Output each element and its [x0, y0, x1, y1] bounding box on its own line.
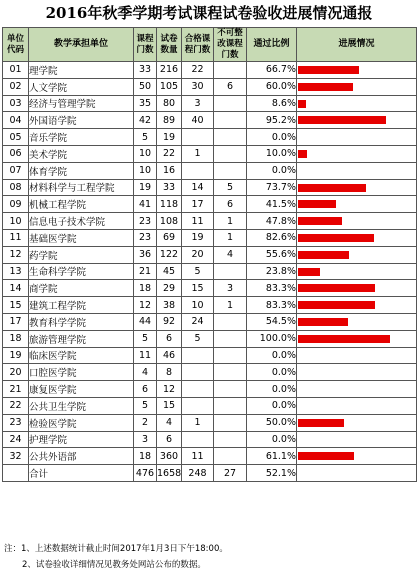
rectify-cell [214, 448, 247, 465]
ratio-cell: 61.1% [247, 448, 297, 465]
rectify-cell [214, 431, 247, 448]
unit-name-cell: 公共卫生学院 [29, 397, 134, 414]
unit-code-cell: 15 [3, 297, 29, 314]
progress-cell [297, 414, 417, 431]
courses-cell: 36 [134, 246, 157, 263]
rectify-cell [214, 347, 247, 364]
table-row [3, 196, 417, 213]
progress-cell [297, 62, 417, 79]
courses-cell: 18 [134, 280, 157, 297]
courses-cell: 12 [134, 297, 157, 314]
progress-bar [298, 200, 336, 208]
progress-cell [297, 179, 417, 196]
papers-cell: 12 [157, 381, 182, 398]
unit-name-cell: 临床医学院 [29, 347, 134, 364]
courses-cell: 21 [134, 263, 157, 280]
unit-code-cell: 23 [3, 414, 29, 431]
ratio-cell: 0.0% [247, 129, 297, 146]
qualified-cell: 19 [182, 229, 214, 246]
unit-name-cell: 康复医学院 [29, 381, 134, 398]
progress-bar [298, 301, 375, 309]
ratio-cell: 0.0% [247, 431, 297, 448]
qualified-cell: 10 [182, 297, 214, 314]
ratio-cell: 83.3% [247, 280, 297, 297]
papers-cell: 108 [157, 213, 182, 230]
unit-code-cell: 09 [3, 196, 29, 213]
rectify-cell: 6 [214, 78, 247, 95]
progress-bar [298, 116, 386, 124]
ratio-cell: 10.0% [247, 145, 297, 162]
table-row [3, 397, 417, 414]
progress-cell [297, 246, 417, 263]
rectify-cell [214, 381, 247, 398]
unit-name-cell: 口腔医学院 [29, 364, 134, 381]
progress-cell [297, 112, 417, 129]
rectify-cell: 1 [214, 229, 247, 246]
qualified-cell [182, 364, 214, 381]
unit-name-cell: 检验医学院 [29, 414, 134, 431]
progress-cell [297, 431, 417, 448]
papers-cell: 8 [157, 364, 182, 381]
table-row [3, 78, 417, 95]
papers-cell: 118 [157, 196, 182, 213]
courses-cell: 11 [134, 347, 157, 364]
progress-cell [297, 465, 417, 482]
papers-cell: 45 [157, 263, 182, 280]
ratio-cell: 73.7% [247, 179, 297, 196]
progress-cell [297, 330, 417, 347]
papers-cell: 33 [157, 179, 182, 196]
qualified-cell: 11 [182, 448, 214, 465]
unit-name-cell: 理学院 [29, 62, 134, 79]
table-row [3, 213, 417, 230]
progress-bar [298, 284, 375, 292]
papers-cell: 1658 [157, 465, 182, 482]
courses-cell: 5 [134, 397, 157, 414]
table-row [3, 431, 417, 448]
ratio-cell: 47.8% [247, 213, 297, 230]
header-qualified: 合格课程门数 [182, 28, 214, 62]
table-row [3, 246, 417, 263]
progress-bar [298, 150, 307, 158]
table-row [3, 313, 417, 330]
courses-cell: 5 [134, 330, 157, 347]
courses-cell: 19 [134, 179, 157, 196]
courses-cell: 476 [134, 465, 157, 482]
papers-cell: 360 [157, 448, 182, 465]
rectify-cell [214, 397, 247, 414]
unit-name-cell: 药学院 [29, 246, 134, 263]
progress-bar [298, 217, 342, 225]
unit-name-cell: 材料科学与工程学院 [29, 179, 134, 196]
papers-cell: 105 [157, 78, 182, 95]
papers-cell: 15 [157, 397, 182, 414]
unit-name-cell: 建筑工程学院 [29, 297, 134, 314]
courses-cell: 33 [134, 62, 157, 79]
qualified-cell: 5 [182, 263, 214, 280]
progress-bar [298, 83, 353, 91]
qualified-cell: 24 [182, 313, 214, 330]
ratio-cell: 83.3% [247, 297, 297, 314]
ratio-cell: 0.0% [247, 397, 297, 414]
papers-cell: 122 [157, 246, 182, 263]
qualified-cell: 20 [182, 246, 214, 263]
rectify-cell [214, 263, 247, 280]
qualified-cell: 248 [182, 465, 214, 482]
qualified-cell [182, 129, 214, 146]
qualified-cell: 1 [182, 414, 214, 431]
table-row [3, 414, 417, 431]
ratio-cell: 60.0% [247, 78, 297, 95]
unit-name-cell: 旅游管理学院 [29, 330, 134, 347]
courses-cell: 6 [134, 381, 157, 398]
unit-name-cell: 基础医学院 [29, 229, 134, 246]
unit-code-cell: 18 [3, 330, 29, 347]
courses-cell: 42 [134, 112, 157, 129]
rectify-cell [214, 414, 247, 431]
courses-cell: 2 [134, 414, 157, 431]
courses-cell: 10 [134, 145, 157, 162]
qualified-cell [182, 397, 214, 414]
courses-cell: 18 [134, 448, 157, 465]
ratio-cell: 55.6% [247, 246, 297, 263]
unit-name-cell: 信息电子技术学院 [29, 213, 134, 230]
ratio-cell: 50.0% [247, 414, 297, 431]
table-row [3, 263, 417, 280]
unit-name-cell: 人文学院 [29, 78, 134, 95]
qualified-cell: 40 [182, 112, 214, 129]
progress-cell [297, 196, 417, 213]
ratio-cell: 52.1% [247, 465, 297, 482]
courses-cell: 35 [134, 95, 157, 112]
ratio-cell: 0.0% [247, 347, 297, 364]
papers-cell: 89 [157, 112, 182, 129]
report-title: 2016年秋季学期考试课程试卷验收进展情况通报 [45, 4, 373, 22]
progress-cell [297, 297, 417, 314]
papers-cell: 38 [157, 297, 182, 314]
unit-name-cell: 护理学院 [29, 431, 134, 448]
courses-cell: 23 [134, 229, 157, 246]
unit-name-cell: 公共外语部 [29, 448, 134, 465]
papers-cell: 16 [157, 162, 182, 179]
progress-cell [297, 229, 417, 246]
unit-code-cell: 03 [3, 95, 29, 112]
progress-cell [297, 78, 417, 95]
progress-bar [298, 100, 306, 108]
table-row [3, 162, 417, 179]
progress-bar [298, 452, 354, 460]
ratio-cell: 66.7% [247, 62, 297, 79]
unit-name-cell: 教育科学学院 [29, 313, 134, 330]
unit-name-cell: 生命科学学院 [29, 263, 134, 280]
table-row [3, 297, 417, 314]
rectify-cell: 27 [214, 465, 247, 482]
courses-cell: 23 [134, 213, 157, 230]
papers-cell: 19 [157, 129, 182, 146]
rectify-cell: 6 [214, 196, 247, 213]
unit-name-cell: 合计 [29, 465, 134, 482]
header-progress: 进展情况 [297, 28, 417, 62]
footnote-1: 注：1、上述数据统计截止时间2017年1月3日下午18:00。 [4, 544, 228, 554]
qualified-cell [182, 347, 214, 364]
unit-code-cell: 14 [3, 280, 29, 297]
papers-cell: 6 [157, 431, 182, 448]
papers-cell: 6 [157, 330, 182, 347]
table-row [3, 129, 417, 146]
unit-code-cell: 20 [3, 364, 29, 381]
qualified-cell [182, 162, 214, 179]
ratio-cell: 8.6% [247, 95, 297, 112]
courses-cell: 44 [134, 313, 157, 330]
qualified-cell [182, 431, 214, 448]
papers-cell: 80 [157, 95, 182, 112]
ratio-cell: 0.0% [247, 381, 297, 398]
table-row [3, 62, 417, 79]
courses-cell: 4 [134, 364, 157, 381]
qualified-cell: 1 [182, 145, 214, 162]
unit-code-cell: 06 [3, 145, 29, 162]
unit-code-cell: 21 [3, 381, 29, 398]
ratio-cell: 54.5% [247, 313, 297, 330]
courses-cell: 50 [134, 78, 157, 95]
table-body [3, 62, 417, 482]
progress-cell [297, 145, 417, 162]
qualified-cell: 30 [182, 78, 214, 95]
table-header-row [3, 28, 417, 62]
unit-code-cell: 10 [3, 213, 29, 230]
header-rectify: 不可整改课程门数 [214, 28, 247, 62]
papers-cell: 4 [157, 414, 182, 431]
header-ratio: 通过比例 [247, 28, 297, 62]
rectify-cell [214, 129, 247, 146]
progress-bar [298, 419, 344, 427]
qualified-cell: 17 [182, 196, 214, 213]
unit-code-cell: 08 [3, 179, 29, 196]
table-row [3, 381, 417, 398]
progress-bar [298, 268, 320, 276]
table-row [3, 145, 417, 162]
table-row [3, 179, 417, 196]
ratio-cell: 41.5% [247, 196, 297, 213]
progress-table [2, 27, 417, 482]
footnote-2: 2、试卷验收详细情况见教务处网站公布的数据。 [22, 560, 206, 570]
unit-code-cell: 11 [3, 229, 29, 246]
unit-name-cell: 美术学院 [29, 145, 134, 162]
ratio-cell: 23.8% [247, 263, 297, 280]
rectify-cell [214, 313, 247, 330]
rectify-cell [214, 112, 247, 129]
table-row [3, 112, 417, 129]
qualified-cell: 22 [182, 62, 214, 79]
rectify-cell [214, 95, 247, 112]
rectify-cell: 5 [214, 179, 247, 196]
rectify-cell: 1 [214, 213, 247, 230]
courses-cell: 3 [134, 431, 157, 448]
progress-cell [297, 280, 417, 297]
courses-cell: 41 [134, 196, 157, 213]
progress-cell [297, 213, 417, 230]
table-row [3, 330, 417, 347]
rectify-cell: 3 [214, 280, 247, 297]
unit-name-cell: 音乐学院 [29, 129, 134, 146]
papers-cell: 69 [157, 229, 182, 246]
header-papers: 试卷数量 [157, 28, 182, 62]
table-row [3, 280, 417, 297]
papers-cell: 92 [157, 313, 182, 330]
unit-code-cell: 17 [3, 313, 29, 330]
papers-cell: 22 [157, 145, 182, 162]
unit-code-cell [3, 465, 29, 482]
unit-name-cell: 商学院 [29, 280, 134, 297]
unit-code-cell: 19 [3, 347, 29, 364]
unit-code-cell: 02 [3, 78, 29, 95]
rectify-cell [214, 364, 247, 381]
progress-cell [297, 397, 417, 414]
progress-bar [298, 318, 348, 326]
unit-name-cell: 外国语学院 [29, 112, 134, 129]
unit-code-cell: 12 [3, 246, 29, 263]
total-row [3, 465, 417, 482]
qualified-cell [182, 381, 214, 398]
courses-cell: 5 [134, 129, 157, 146]
rectify-cell [214, 145, 247, 162]
progress-cell [297, 448, 417, 465]
progress-cell [297, 95, 417, 112]
unit-code-cell: 05 [3, 129, 29, 146]
progress-cell [297, 347, 417, 364]
unit-code-cell: 24 [3, 431, 29, 448]
progress-cell [297, 129, 417, 146]
header-code: 单位代码 [3, 28, 29, 62]
rectify-cell [214, 330, 247, 347]
rectify-cell: 4 [214, 246, 247, 263]
ratio-cell: 100.0% [247, 330, 297, 347]
rectify-cell [214, 162, 247, 179]
progress-cell [297, 162, 417, 179]
ratio-cell: 0.0% [247, 162, 297, 179]
papers-cell: 29 [157, 280, 182, 297]
progress-cell [297, 381, 417, 398]
qualified-cell: 3 [182, 95, 214, 112]
progress-bar [298, 184, 366, 192]
table-row [3, 95, 417, 112]
table-row [3, 229, 417, 246]
unit-code-cell: 01 [3, 62, 29, 79]
unit-code-cell: 13 [3, 263, 29, 280]
qualified-cell: 15 [182, 280, 214, 297]
ratio-cell: 82.6% [247, 229, 297, 246]
courses-cell: 10 [134, 162, 157, 179]
papers-cell: 46 [157, 347, 182, 364]
unit-code-cell: 07 [3, 162, 29, 179]
table-row [3, 347, 417, 364]
progress-bar [298, 66, 359, 74]
unit-code-cell: 22 [3, 397, 29, 414]
unit-code-cell: 04 [3, 112, 29, 129]
unit-name-cell: 机械工程学院 [29, 196, 134, 213]
progress-bar [298, 251, 349, 259]
header-unit: 教学承担单位 [29, 28, 134, 62]
unit-name-cell: 体育学院 [29, 162, 134, 179]
ratio-cell: 95.2% [247, 112, 297, 129]
progress-cell [297, 364, 417, 381]
unit-code-cell: 32 [3, 448, 29, 465]
ratio-cell: 0.0% [247, 364, 297, 381]
unit-name-cell: 经济与管理学院 [29, 95, 134, 112]
qualified-cell: 11 [182, 213, 214, 230]
table-row [3, 364, 417, 381]
papers-cell: 216 [157, 62, 182, 79]
rectify-cell [214, 62, 247, 79]
progress-cell [297, 263, 417, 280]
progress-bar [298, 234, 374, 242]
progress-bar [298, 335, 390, 343]
qualified-cell: 5 [182, 330, 214, 347]
qualified-cell: 14 [182, 179, 214, 196]
header-courses: 课程门数 [134, 28, 157, 62]
footnotes [4, 541, 228, 573]
rectify-cell: 1 [214, 297, 247, 314]
table-row [3, 448, 417, 465]
progress-cell [297, 313, 417, 330]
